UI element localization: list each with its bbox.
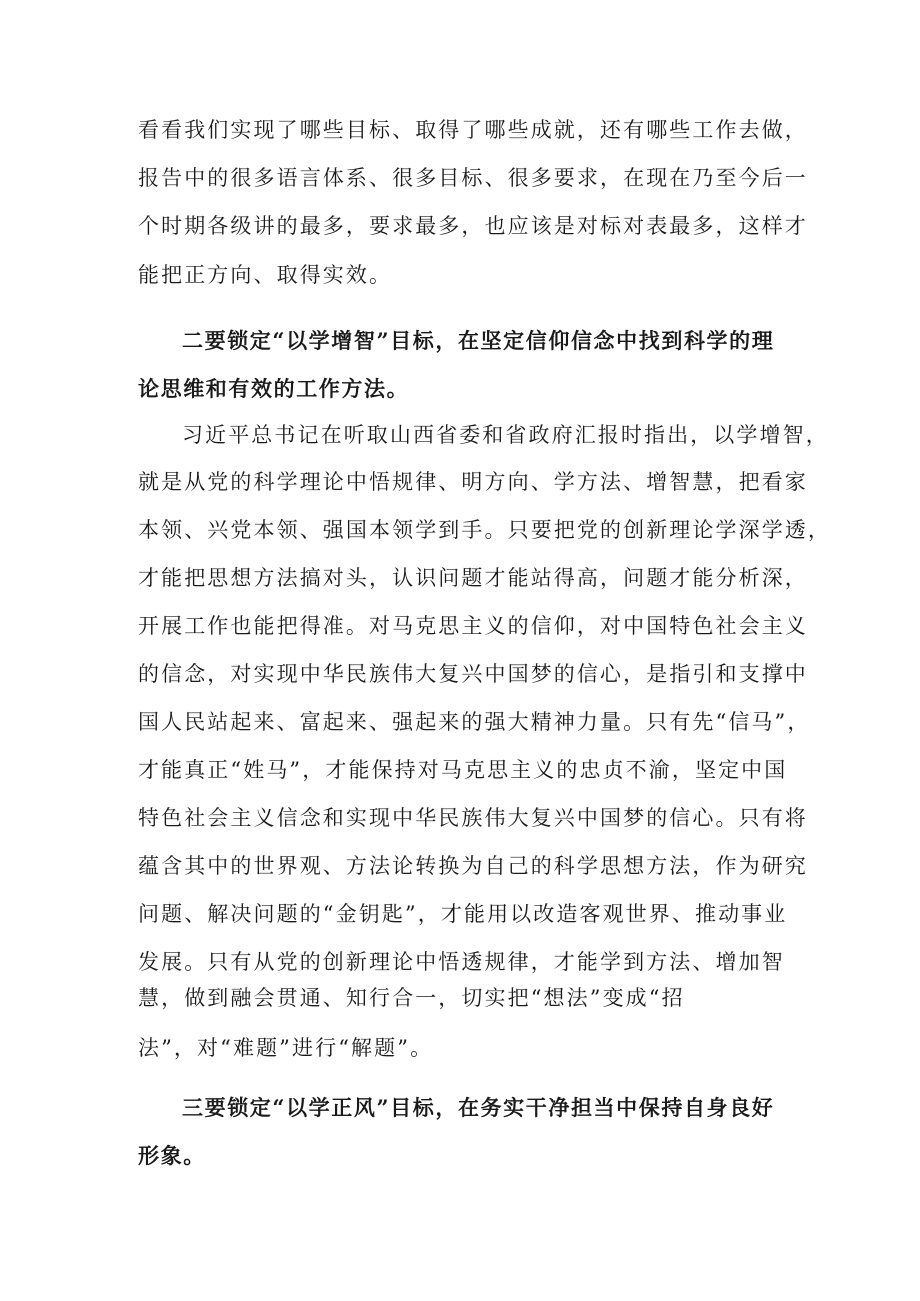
body-text-line: 看看我们实现了哪些目标、取得了哪些成就，还有哪些工作去做， [138,118,808,142]
body-text-line: 慧，做到融会贯通、知行合一，切实把“想法”变成“招 [138,986,685,1010]
body-text-line: 能把正方向、取得实效。 [138,263,393,287]
section-heading-2: 二要锁定“以学增智”目标，在坚定信仰信念中找到科学的理 [182,328,775,353]
section-heading-3-cont: 形象。 [138,1143,206,1168]
body-text-line: 蕴含其中的世界观、方法论转换为自己的科学思想方法，作为研究 [138,854,808,878]
body-text-line: 习近平总书记在听取山西省委和省政府汇报时指出，以学增智， [182,423,829,447]
body-text-line: 才能把思想方法搞对头，认识问题才能站得高，问题才能分析深， [138,566,808,590]
body-text-line: 特色社会主义信念和实现中华民族伟大复兴中国梦的信心。只有将 [138,806,808,830]
body-text-line: 本领、兴党本领、强国本领学到手。只要把党的创新理论学深学透， [138,518,831,542]
section-heading-2-cont: 论思维和有效的工作方法。 [138,376,410,401]
body-text-line: 法”，对“难题”进行“解题”。 [138,1036,434,1060]
body-text-line: 发展。只有从党的创新理论中悟透规律，才能学到方法、增加智 [138,950,785,974]
section-heading-3: 三要锁定“以学正风”目标，在务实干净担当中保持自身良好 [182,1095,775,1120]
body-text-line: 的信念，对实现中华民族伟大复兴中国梦的信心，是指引和支撑中 [138,662,808,686]
body-text-line: 开展工作也能把得准。对马克思主义的信仰，对中国特色社会主义 [138,614,808,638]
body-text-line: 国人民站起来、富起来、强起来的强大精神力量。只有先“信马”， [138,710,811,734]
body-text-line: 就是从党的科学理论中悟规律、明方向、学方法、增智慧，把看家 [138,470,808,494]
body-text-line: 报告中的很多语言体系、很多目标、很多要求，在现在乃至今后一 [138,166,808,190]
body-text-line: 问题、解决问题的“金钥匙”，才能用以改造客观世界、推动事业 [138,902,788,926]
body-text-line: 个时期各级讲的最多，要求最多，也应该是对标对表最多，这样才 [138,214,808,238]
body-text-line: 才能真正“姓马”，才能保持对马克思主义的忠贞不渝，坚定中国 [138,758,788,782]
